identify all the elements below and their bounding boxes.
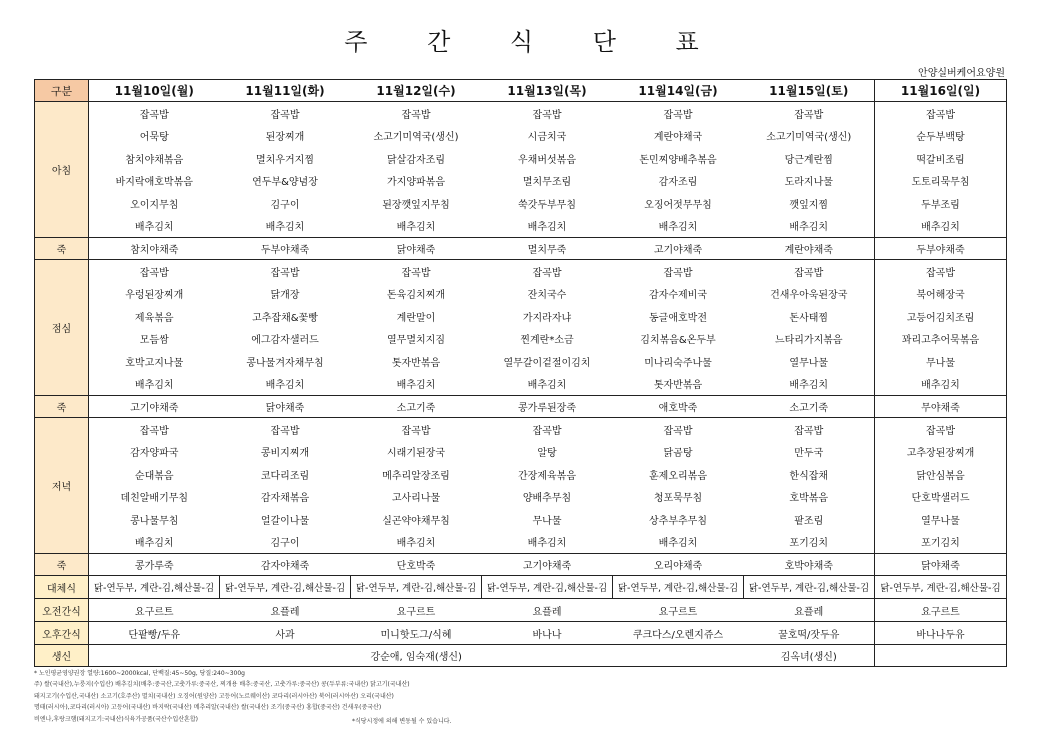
menu-cell: 느타리가지볶음	[774, 335, 843, 347]
menu-cell: 오리야채죽	[613, 554, 744, 576]
menu-cell: 닭곰탕	[663, 448, 693, 460]
birthday-row	[35, 645, 1007, 667]
menu-cell: 배추김치	[265, 380, 305, 392]
lunch-row	[35, 305, 1007, 328]
menu-cell: 쑥갓두부무침	[518, 199, 576, 211]
menu-cell: 우렁된장찌개	[125, 290, 184, 302]
morning-snack-label: 오전간식	[35, 599, 89, 622]
menu-cell: 닭야채죽	[351, 238, 482, 260]
menu-cell: 소고기미역국(생신)	[373, 132, 459, 144]
menu-cell: 소고기미역국(생신)	[766, 132, 852, 144]
menu-cell: 호박볶음	[789, 493, 829, 505]
lunch-label: 점심	[35, 260, 89, 396]
origin-notes	[34, 668, 1014, 725]
menu-cell: 배추김치	[396, 380, 436, 392]
menu-cell: 잡곡밥	[875, 260, 1007, 283]
menu-cell: 잡곡밥	[875, 102, 1007, 125]
menu-cell: 잡곡밥	[613, 260, 744, 283]
menu-cell: 배추김치	[875, 215, 1007, 238]
menu-cell: 단호박샐러드	[875, 486, 1007, 509]
menu-cell: 계란야채국	[653, 132, 703, 144]
menu-cell: 콩비지찌개	[260, 448, 310, 460]
lunch-row	[35, 350, 1007, 373]
menu-cell: 돈사태찜	[789, 312, 829, 324]
menu-cell: 참치야채죽	[89, 238, 220, 260]
weekly-menu-table	[34, 79, 1007, 667]
menu-cell: 콩가루죽	[89, 554, 220, 576]
afternoon-snack-row	[35, 622, 1007, 645]
menu-cell: 얼갈이나물	[260, 515, 310, 527]
morning-snack-row	[35, 599, 1007, 622]
menu-cell: 감자채볶음	[260, 493, 310, 505]
menu-cell: 잡곡밥	[351, 260, 482, 283]
menu-cell: 멸치우거지찜	[256, 154, 314, 166]
menu-cell: 가지양파볶음	[387, 177, 445, 189]
menu-cell: 고등어김치조림	[875, 305, 1007, 328]
menu-cell: 요플레	[482, 599, 613, 622]
menu-cell: 잡곡밥	[482, 102, 613, 125]
menu-cell: 두부조림	[875, 192, 1007, 215]
menu-cell: 감자수제비국	[649, 290, 707, 302]
menu-cell: 닭야채죽	[875, 554, 1007, 576]
menu-cell: 잡곡밥	[744, 260, 875, 283]
breakfast-row	[35, 192, 1007, 215]
menu-cell: 잡곡밥	[613, 418, 744, 441]
day-header: 11월14일(금)	[613, 80, 744, 102]
menu-cell: 요플레	[744, 599, 875, 622]
menu-cell: 소고기죽	[351, 396, 482, 418]
menu-cell: 포기김치	[789, 538, 829, 550]
menu-cell: 고추장된장찌개	[875, 441, 1007, 464]
dinner-row	[35, 418, 1007, 441]
menu-cell: 잡곡밥	[89, 102, 220, 125]
change-notice: *식당시정에 의해 변동될 수 있습니다.	[352, 718, 452, 725]
menu-cell: 고기야채죽	[89, 396, 220, 418]
menu-cell: 우채버섯볶음	[518, 154, 576, 166]
menu-cell: 바나나	[482, 622, 613, 645]
menu-cell: 콩나물무침	[130, 515, 179, 527]
menu-cell: 도라지나물	[784, 177, 833, 189]
menu-cell: 만두국	[794, 448, 824, 460]
menu-cell: 김구이	[270, 199, 300, 211]
menu-cell: 열무멸치지짐	[387, 335, 445, 347]
organization-name: 안양실버케어요양원	[918, 68, 1005, 79]
menu-cell: 가지라자냐	[522, 312, 572, 324]
menu-cell: 감자야채죽	[220, 554, 351, 576]
birthday-label: 생신	[35, 645, 89, 667]
menu-cell: 잡곡밥	[220, 102, 351, 125]
menu-cell: 참치야채볶음	[125, 154, 184, 166]
porridge-label: 죽	[35, 554, 89, 576]
breakfast-row	[35, 125, 1007, 148]
menu-cell: 실곤약야채무침	[382, 515, 450, 527]
menu-cell: 꽈리고추어묵볶음	[875, 328, 1007, 351]
menu-cell: 알탕	[537, 448, 557, 460]
menu-cell: 배추김치	[396, 222, 436, 234]
menu-cell: 닭-연두부, 계란-김,해산물-김	[351, 576, 482, 599]
lunch-row	[35, 328, 1007, 351]
menu-cell: 사과	[220, 622, 351, 645]
day-header: 11월12일(수)	[351, 80, 482, 102]
menu-cell: 바나나두유	[875, 622, 1007, 645]
alternative-row	[35, 576, 1007, 599]
menu-cell: 요구르트	[351, 599, 482, 622]
menu-cell: 꿀호떡/잣두유	[744, 622, 875, 645]
page-title: 주 간 식 단 표	[344, 28, 725, 56]
header-row	[35, 80, 1007, 102]
menu-cell: 배추김치	[658, 222, 698, 234]
menu-cell: 잡곡밥	[744, 102, 875, 125]
menu-cell: 무나물	[875, 350, 1007, 373]
menu-cell: 배추김치	[789, 380, 829, 392]
menu-cell: 소고기죽	[744, 396, 875, 418]
menu-cell: 멸치무조림	[522, 177, 572, 189]
menu-cell: 닭-연두부, 계란-김,해산물-김	[613, 576, 744, 599]
menu-cell: 찐계란*소금	[520, 335, 574, 347]
menu-cell: 쿠크다스/오렌지쥬스	[613, 622, 744, 645]
menu-cell: 애호박죽	[613, 396, 744, 418]
menu-cell: 미나리숙주나물	[644, 357, 712, 369]
note-line: 주) 쌀(국내산),누룽지(수입산) 배추김치(배추:중국산,고춧가루:중국산, 찌개용 배추:중국산, 고춧가루:중국산) 콩(두부류:국내산) 닭고기(국내산)	[34, 681, 410, 689]
menu-cell: 메추리알장조림	[382, 470, 450, 482]
menu-cell: 고사리나물	[391, 493, 441, 505]
breakfast-row	[35, 102, 1007, 125]
menu-cell: 잡곡밥	[613, 102, 744, 125]
menu-cell: 팥조림	[794, 515, 824, 527]
menu-cell: 한식잡채	[789, 470, 829, 482]
menu-cell: 도토리묵무침	[875, 170, 1007, 193]
breakfast-row	[35, 147, 1007, 170]
menu-cell: 김치볶음&온두부	[640, 335, 716, 347]
menu-cell: 계란말이	[396, 312, 436, 324]
menu-cell: 간장제육볶음	[518, 470, 576, 482]
note-line: 명태(러시아),코다리(러시아) 고등어(국내산) 바지락(국내산) 메추리알(국내산) 쌀(국내산) 조기(중국산) 홍합(중국산) 건새우(중국산)	[34, 704, 382, 712]
menu-cell: 요구르트	[613, 599, 744, 622]
breakfast-row	[35, 170, 1007, 193]
menu-cell: 돈민찌양배추볶음	[639, 154, 717, 166]
birthday-names-right: 김옥녀(생신)	[744, 645, 875, 667]
menu-cell: 닭-연두부, 계란-김,해산물-김	[89, 576, 220, 599]
menu-cell: 연두부&양념장	[252, 177, 318, 189]
menu-cell: 감자조림	[658, 177, 698, 189]
menu-cell: 닭야채죽	[220, 396, 351, 418]
menu-cell: 시금치국	[527, 132, 567, 144]
day-header: 11월13일(목)	[482, 80, 613, 102]
menu-cell: 닭-연두부, 계란-김,해산물-김	[744, 576, 875, 599]
lunch-row	[35, 283, 1007, 306]
menu-cell: 제육볶음	[134, 312, 174, 324]
lunch-row	[35, 373, 1007, 396]
menu-cell: 배추김치	[527, 222, 567, 234]
breakfast-row	[35, 215, 1007, 238]
menu-cell: 요플레	[220, 599, 351, 622]
menu-cell: 잔치국수	[527, 290, 567, 302]
menu-cell: 무야채죽	[875, 396, 1007, 418]
menu-cell: 배추김치	[396, 538, 436, 550]
menu-cell: 배추김치	[527, 380, 567, 392]
dinner-row	[35, 463, 1007, 486]
menu-cell: 순두부백탕	[875, 125, 1007, 148]
menu-cell: 열무나물	[875, 508, 1007, 531]
menu-cell: 무나물	[532, 515, 562, 527]
menu-cell: 톳자반볶음	[391, 357, 441, 369]
menu-cell: 양배추무침	[522, 493, 572, 505]
menu-cell: 배추김치	[875, 373, 1007, 396]
menu-cell: 닭개장	[270, 290, 300, 302]
menu-cell: 배추김치	[134, 380, 174, 392]
menu-cell: 잡곡밥	[482, 418, 613, 441]
day-header: 11월15일(토)	[744, 80, 875, 102]
menu-cell: 포기김치	[875, 531, 1007, 554]
menu-cell: 닭안심볶음	[875, 463, 1007, 486]
menu-cell: 잡곡밥	[89, 260, 220, 283]
menu-cell: 단호박죽	[351, 554, 482, 576]
menu-cell: 호박고지나물	[125, 357, 184, 369]
menu-cell: 잡곡밥	[875, 418, 1007, 441]
porridge-label: 죽	[35, 396, 89, 418]
menu-cell: 잡곡밥	[89, 418, 220, 441]
dinner-label: 저녁	[35, 418, 89, 554]
menu-cell: 호박야채죽	[744, 554, 875, 576]
menu-cell: 배추김치	[134, 538, 174, 550]
menu-cell: 잡곡밥	[351, 418, 482, 441]
menu-cell: 두부야채죽	[220, 238, 351, 260]
menu-cell: 순대볶음	[134, 470, 174, 482]
menu-cell: 닭-연두부, 계란-김,해산물-김	[482, 576, 613, 599]
menu-cell: 훈제오리볶음	[649, 470, 707, 482]
birthday-empty-cell	[875, 645, 1007, 667]
menu-cell: 떡갈비조림	[875, 147, 1007, 170]
menu-cell: 바지락애호박볶음	[115, 177, 193, 189]
menu-cell: 어묵탕	[139, 132, 169, 144]
day-header: 11월10일(월)	[89, 80, 220, 102]
menu-cell: 배추김치	[265, 222, 305, 234]
menu-cell: 코다리조림	[260, 470, 310, 482]
menu-cell: 잡곡밥	[744, 418, 875, 441]
menu-cell: 톳자반볶음	[653, 380, 703, 392]
dinner-row	[35, 531, 1007, 554]
menu-cell: 돈육김치찌개	[387, 290, 445, 302]
note-line: 비엔나,후랑크햄(돼지고기:국내산)식육가공품(국산수입산혼합)	[34, 715, 198, 723]
menu-cell: 멸치무죽	[482, 238, 613, 260]
lunch-row	[35, 260, 1007, 283]
menu-cell: 당근계란찜	[784, 154, 833, 166]
day-header: 11월11일(화)	[220, 80, 351, 102]
dinner-row	[35, 508, 1007, 531]
menu-cell: 요구르트	[89, 599, 220, 622]
category-header: 구분	[35, 80, 89, 102]
porridge-row	[35, 396, 1007, 418]
menu-cell: 고기야채죽	[613, 238, 744, 260]
menu-cell: 닭-연두부, 계란-김,해산물-김	[220, 576, 351, 599]
menu-cell: 닭-연두부, 계란-김,해산물-김	[875, 576, 1007, 599]
menu-cell: 닭살감자조림	[387, 154, 445, 166]
porridge-label: 죽	[35, 238, 89, 260]
menu-cell: 콩나물겨자채무침	[246, 357, 324, 369]
menu-cell: 잡곡밥	[220, 418, 351, 441]
menu-cell: 잡곡밥	[351, 102, 482, 125]
menu-cell: 열무나물	[789, 357, 829, 369]
menu-cell: 감자양파국	[130, 448, 179, 460]
menu-cell: 깻잎지찜	[789, 199, 829, 211]
menu-cell: 고추잡채&꽃빵	[252, 312, 318, 324]
menu-cell: 계란야채죽	[744, 238, 875, 260]
menu-cell: 상추부추무침	[649, 515, 707, 527]
note-line: 돼지고기(수입산,국내산) 소고기(호주산) 멸치(국내산) 오징어(원양산) 고등어(노르웨이산) 코다리(러시아산) 북어(러시아산) 오리(국내산)	[34, 692, 394, 700]
menu-cell: 미니핫도그/식혜	[351, 622, 482, 645]
menu-cell: 청포묵무침	[653, 493, 703, 505]
menu-cell: 배추김치	[527, 538, 567, 550]
menu-cell: 에그감자샐러드	[251, 335, 319, 347]
menu-cell: 김구이	[270, 538, 300, 550]
birthday-names-left: 강순애, 임숙재(생신)	[89, 645, 744, 667]
menu-cell: 단팥빵/두유	[89, 622, 220, 645]
porridge-row	[35, 554, 1007, 576]
porridge-row	[35, 238, 1007, 260]
menu-cell: 동글애호박전	[649, 312, 707, 324]
note-line: * 노인평균영양권장 열량:1600~2000kcal, 단백질:45~50g, 당질:240~300g	[34, 670, 245, 677]
menu-cell: 건새우아욱된장국	[770, 290, 848, 302]
menu-cell: 모듬쌈	[139, 335, 169, 347]
menu-cell: 오이지무침	[130, 199, 179, 211]
menu-cell: 데친알배기무침	[120, 493, 189, 505]
afternoon-snack-label: 오후간식	[35, 622, 89, 645]
menu-cell: 열무갈이겉절이김치	[503, 357, 591, 369]
day-header: 11월16일(일)	[875, 80, 1007, 102]
menu-cell: 잡곡밥	[220, 260, 351, 283]
menu-cell: 오징어젓무무침	[644, 199, 712, 211]
menu-cell: 된장찌개	[265, 132, 305, 144]
menu-cell: 시래기된장국	[387, 448, 445, 460]
menu-cell: 된장깻잎지무침	[382, 199, 450, 211]
menu-cell: 배추김치	[134, 222, 174, 234]
menu-cell: 고기야채죽	[482, 554, 613, 576]
alternative-label: 대체식	[35, 576, 89, 599]
breakfast-label: 아침	[35, 102, 89, 238]
menu-cell: 요구르트	[875, 599, 1007, 622]
menu-cell: 잡곡밥	[482, 260, 613, 283]
menu-cell: 배추김치	[789, 222, 829, 234]
dinner-row	[35, 441, 1007, 464]
dinner-row	[35, 486, 1007, 509]
menu-cell: 콩가루된장죽	[482, 396, 613, 418]
menu-cell: 배추김치	[658, 538, 698, 550]
menu-cell: 두부야채죽	[875, 238, 1007, 260]
menu-cell: 북어해장국	[875, 283, 1007, 306]
